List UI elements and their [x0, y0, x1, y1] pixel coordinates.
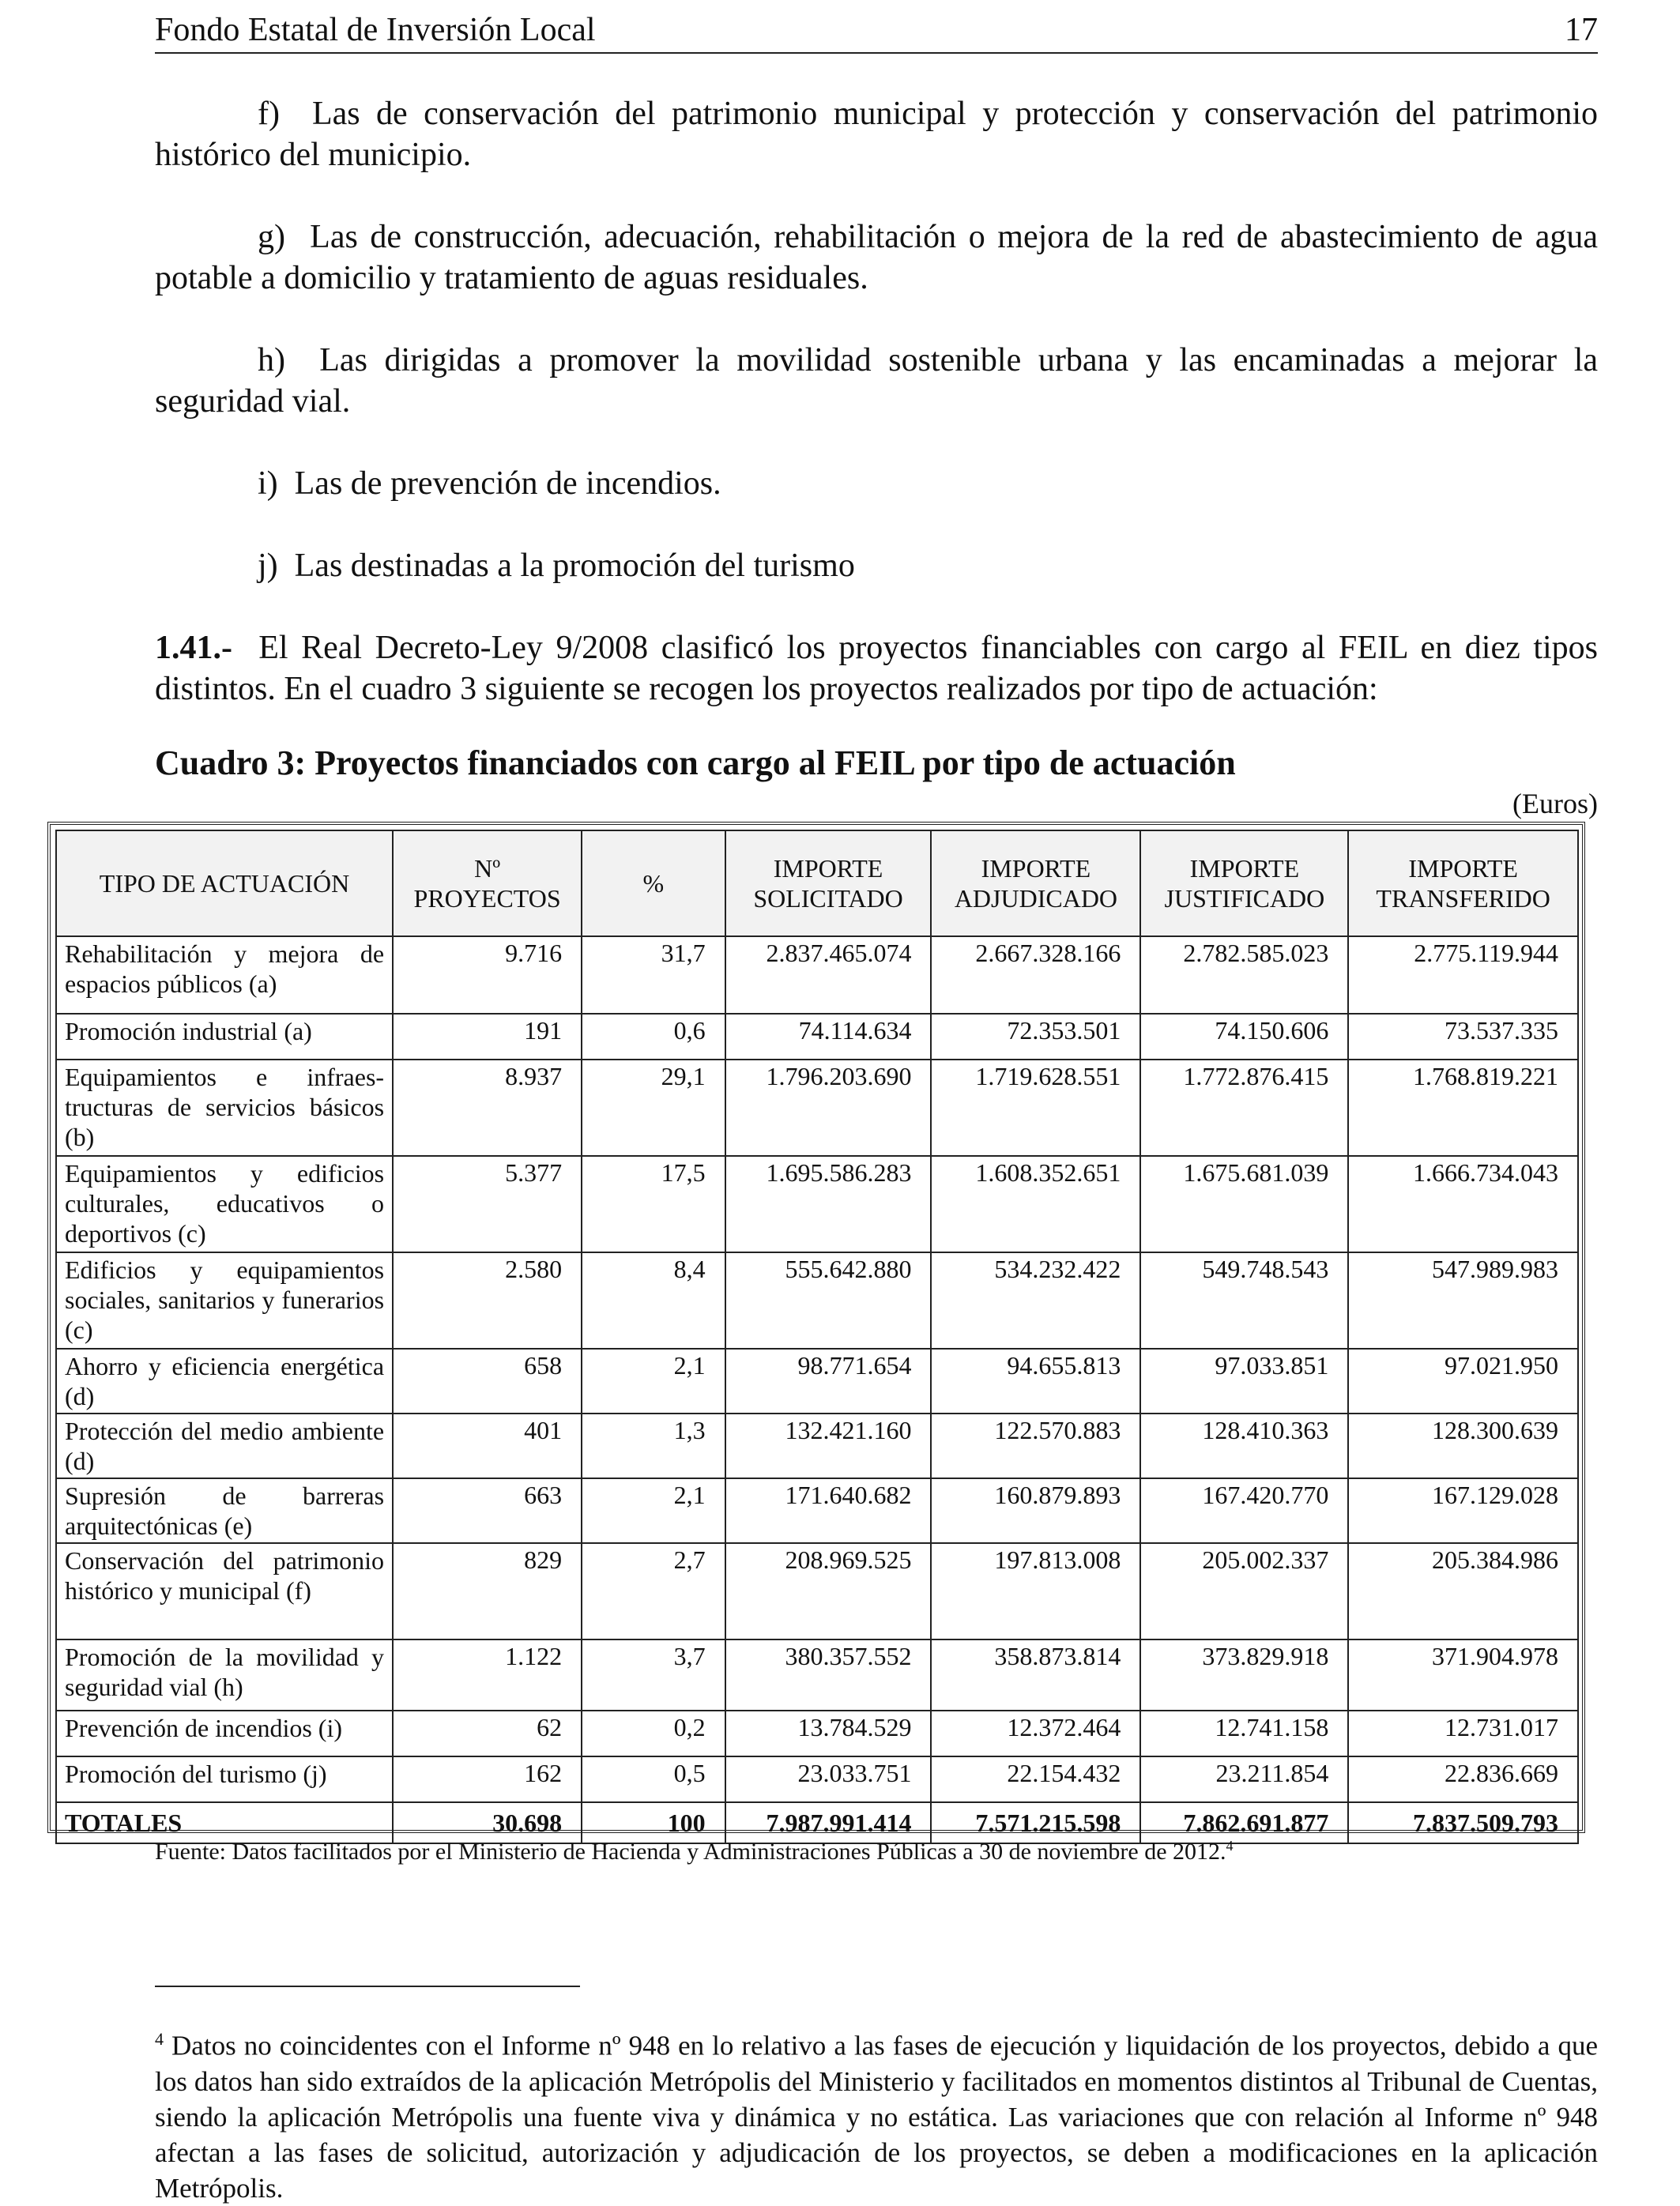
- row-label-cell: Promoción del turismo (j): [56, 1756, 393, 1802]
- row-value-cell: 371.904.978: [1348, 1639, 1578, 1711]
- row-value-cell: 94.655.813: [931, 1349, 1140, 1414]
- row-value-cell: 534.232.422: [931, 1252, 1140, 1349]
- table-row: [56, 1639, 1578, 1711]
- item-h-text: Las dirigidas a promover la movilidad sostenible urbana y las encaminadas a mejorar la seguridad vial.: [155, 342, 1599, 420]
- row-label-cell: Promoción de la movilidad y seguridad vial (h): [56, 1639, 393, 1711]
- row-value-cell: 1.122: [393, 1639, 582, 1711]
- table-row: [56, 1414, 1578, 1478]
- row-value-cell: 62: [393, 1711, 582, 1756]
- row-value-cell: 7.862.691.877: [1140, 1802, 1348, 1843]
- row-value-cell: 2.667.328.166: [931, 936, 1140, 1014]
- row-value-cell: 12.731.017: [1348, 1711, 1578, 1756]
- row-value-cell: 23.033.751: [725, 1756, 932, 1802]
- col-header-proyectos: Nº PROYECTOS: [393, 830, 582, 936]
- table-caption: Cuadro 3: Proyectos financiados con cargo al FEIL por tipo de actuación: [155, 743, 1236, 782]
- col-header-transferido: IMPORTE TRANSFERIDO: [1348, 830, 1578, 936]
- row-value-cell: 2,1: [582, 1478, 725, 1543]
- row-value-cell: 72.353.501: [931, 1014, 1140, 1060]
- row-value-cell: 1.695.586.283: [725, 1156, 932, 1252]
- row-label-cell: TOTALES: [56, 1802, 393, 1843]
- source-footnote-ref: 4: [1226, 1838, 1234, 1854]
- row-label-cell: Rehabilitación y mejora de espacios públicos (a): [56, 936, 393, 1014]
- row-value-cell: 74.150.606: [1140, 1014, 1348, 1060]
- row-value-cell: 160.879.893: [931, 1478, 1140, 1543]
- page-number: 17: [1565, 12, 1598, 48]
- row-value-cell: 663: [393, 1478, 582, 1543]
- row-label-cell: Supresión de barreras arquitectónicas (e): [56, 1478, 393, 1543]
- col-header-adjudicado: IMPORTE ADJUDICADO: [931, 830, 1140, 936]
- item-h: [155, 340, 1598, 422]
- col-header-solicitado: IMPORTE SOLICITADO: [725, 830, 932, 936]
- row-value-cell: 401: [393, 1414, 582, 1478]
- table-body: [56, 936, 1578, 1843]
- row-value-cell: 2.775.119.944: [1348, 936, 1578, 1014]
- row-value-cell: 7.837.509.793: [1348, 1802, 1578, 1843]
- row-value-cell: 22.154.432: [931, 1756, 1140, 1802]
- row-value-cell: 7.571.215.598: [931, 1802, 1140, 1843]
- row-label-cell: Protección del medio ambiente (d): [56, 1414, 393, 1478]
- row-value-cell: 8,4: [582, 1252, 725, 1349]
- paragraph-1-41: [155, 627, 1598, 710]
- table-source: [155, 1838, 1234, 1865]
- row-value-cell: 171.640.682: [725, 1478, 932, 1543]
- item-j-key: j): [258, 548, 278, 584]
- row-value-cell: 373.829.918: [1140, 1639, 1348, 1711]
- row-value-cell: 122.570.883: [931, 1414, 1140, 1478]
- item-f-key: f): [258, 96, 280, 132]
- row-value-cell: 97.033.851: [1140, 1349, 1348, 1414]
- row-value-cell: 22.836.669: [1348, 1756, 1578, 1802]
- row-label-cell: Edificios y equipamientos sociales, sanitarios y funerarios (c): [56, 1252, 393, 1349]
- row-value-cell: 167.129.028: [1348, 1478, 1578, 1543]
- row-value-cell: 1.666.734.043: [1348, 1156, 1578, 1252]
- row-value-cell: 128.410.363: [1140, 1414, 1348, 1478]
- footnote: [155, 2021, 1598, 2206]
- row-label-cell: Equipamientos e infraes-tructuras de servicios básicos (b): [56, 1060, 393, 1156]
- row-value-cell: 829: [393, 1543, 582, 1639]
- row-value-cell: 197.813.008: [931, 1543, 1140, 1639]
- row-value-cell: 2.580: [393, 1252, 582, 1349]
- row-value-cell: 162: [393, 1756, 582, 1802]
- row-value-cell: 547.989.983: [1348, 1252, 1578, 1349]
- row-value-cell: 8.937: [393, 1060, 582, 1156]
- footnote-text: Datos no coincidentes con el Informe nº 948 en lo relativo a las fases de ejecución y liquidación de los proyectos, debido a que los datos han sido extraídos de la aplicación Metrópolis del Ministerio y facilitados en momentos distintos al Tribunal de Cuentas, siendo la aplicación Metrópolis una fuente viva y dinámica y no estática. Las variaciones que con relación al Informe nº 948 afectan a las fases de solicitud, autorización y adjudicación de los proyectos, se deben a modificaciones en la aplicación Metrópolis.: [155, 2030, 1599, 2204]
- row-value-cell: 555.642.880: [725, 1252, 932, 1349]
- row-value-cell: 9.716: [393, 936, 582, 1014]
- row-value-cell: 358.873.814: [931, 1639, 1140, 1711]
- row-value-cell: 205.002.337: [1140, 1543, 1348, 1639]
- row-value-cell: 31,7: [582, 936, 725, 1014]
- row-value-cell: 0,6: [582, 1014, 725, 1060]
- table-frame: [47, 822, 1585, 1837]
- row-value-cell: 7.987.991.414: [725, 1802, 932, 1843]
- row-value-cell: 1.608.352.651: [931, 1156, 1140, 1252]
- col-header-pct: %: [582, 830, 725, 936]
- row-value-cell: 12.372.464: [931, 1711, 1140, 1756]
- table-row: [56, 1543, 1578, 1639]
- row-value-cell: 1.675.681.039: [1140, 1156, 1348, 1252]
- paragraph-number: 1.41.-: [155, 630, 232, 666]
- row-value-cell: 98.771.654: [725, 1349, 932, 1414]
- item-h-key: h): [258, 342, 285, 378]
- row-value-cell: 128.300.639: [1348, 1414, 1578, 1478]
- row-value-cell: 73.537.335: [1348, 1014, 1578, 1060]
- footnote-separator: [155, 1986, 580, 1987]
- item-j-text: Las destinadas a la promoción del turismo: [294, 548, 855, 584]
- row-value-cell: 208.969.525: [725, 1543, 932, 1639]
- source-text: Fuente: Datos facilitados por el Ministerio de Hacienda y Administraciones Públicas a 30 de noviembre de 2012.: [155, 1839, 1226, 1865]
- row-value-cell: 12.741.158: [1140, 1711, 1348, 1756]
- col-header-justificado: IMPORTE JUSTIFICADO: [1140, 830, 1348, 936]
- item-f: [155, 93, 1598, 175]
- col-header-tipo: TIPO DE ACTUACIÓN: [56, 830, 393, 936]
- row-value-cell: 30.698: [393, 1802, 582, 1843]
- row-value-cell: 2.837.465.074: [725, 936, 932, 1014]
- header-title: Fondo Estatal de Inversión Local: [155, 12, 596, 48]
- row-value-cell: 2.782.585.023: [1140, 936, 1348, 1014]
- row-value-cell: 658: [393, 1349, 582, 1414]
- item-j: [258, 545, 855, 586]
- row-value-cell: 0,5: [582, 1756, 725, 1802]
- page-header: [155, 11, 1598, 54]
- table-row: [56, 1156, 1578, 1252]
- row-value-cell: 29,1: [582, 1060, 725, 1156]
- row-label-cell: Prevención de incendios (i): [56, 1711, 393, 1756]
- table-row: [56, 1014, 1578, 1060]
- paragraph-text: El Real Decreto-Ley 9/2008 clasificó los proyectos financiables con cargo al FEIL en diez tipos distintos. En el cuadro 3 siguiente se recogen los proyectos realizados por tipo de actuación:: [155, 630, 1599, 707]
- item-g-text: Las de construcción, adecuación, rehabilitación o mejora de la red de abastecimiento de agua potable a domicilio y tratamiento de aguas residuales.: [155, 219, 1599, 296]
- row-value-cell: 17,5: [582, 1156, 725, 1252]
- row-value-cell: 3,7: [582, 1639, 725, 1711]
- row-label-cell: Promoción industrial (a): [56, 1014, 393, 1060]
- table-row: [56, 936, 1578, 1014]
- row-value-cell: 1.796.203.690: [725, 1060, 932, 1156]
- row-value-cell: 1.772.876.415: [1140, 1060, 1348, 1156]
- row-value-cell: 1.719.628.551: [931, 1060, 1140, 1156]
- row-value-cell: 5.377: [393, 1156, 582, 1252]
- row-value-cell: 97.021.950: [1348, 1349, 1578, 1414]
- table-row: [56, 1060, 1578, 1156]
- row-value-cell: 13.784.529: [725, 1711, 932, 1756]
- row-value-cell: 2,7: [582, 1543, 725, 1639]
- item-i-text: Las de prevención de incendios.: [294, 465, 721, 502]
- table-row: [56, 1756, 1578, 1802]
- row-label-cell: Ahorro y eficiencia energética (d): [56, 1349, 393, 1414]
- item-i: [258, 463, 721, 504]
- item-i-key: i): [258, 465, 278, 502]
- table-row: [56, 1252, 1578, 1349]
- row-value-cell: 2,1: [582, 1349, 725, 1414]
- row-value-cell: 549.748.543: [1140, 1252, 1348, 1349]
- table-row: [56, 1478, 1578, 1543]
- table-row: [56, 1711, 1578, 1756]
- projects-table: [55, 830, 1579, 1844]
- row-value-cell: 1,3: [582, 1414, 725, 1478]
- row-value-cell: 100: [582, 1802, 725, 1843]
- row-value-cell: 74.114.634: [725, 1014, 932, 1060]
- row-label-cell: Conservación del patrimonio histórico y municipal (f): [56, 1543, 393, 1639]
- table-units: (Euros): [1512, 788, 1598, 819]
- item-g: [155, 216, 1598, 299]
- row-value-cell: 380.357.552: [725, 1639, 932, 1711]
- row-value-cell: 23.211.854: [1140, 1756, 1348, 1802]
- row-value-cell: 0,2: [582, 1711, 725, 1756]
- row-value-cell: 205.384.986: [1348, 1543, 1578, 1639]
- row-label-cell: Equipamientos y edificios culturales, educativos o deportivos (c): [56, 1156, 393, 1252]
- row-value-cell: 132.421.160: [725, 1414, 932, 1478]
- table-header-row: [56, 830, 1578, 936]
- item-g-key: g): [258, 219, 285, 255]
- table-row: [56, 1349, 1578, 1414]
- row-value-cell: 191: [393, 1014, 582, 1060]
- row-value-cell: 167.420.770: [1140, 1478, 1348, 1543]
- item-f-text: Las de conservación del patrimonio municipal y protección y conservación del patrimonio histórico del municipio.: [155, 96, 1598, 173]
- footnote-number: 4: [155, 2029, 164, 2049]
- row-value-cell: 1.768.819.221: [1348, 1060, 1578, 1156]
